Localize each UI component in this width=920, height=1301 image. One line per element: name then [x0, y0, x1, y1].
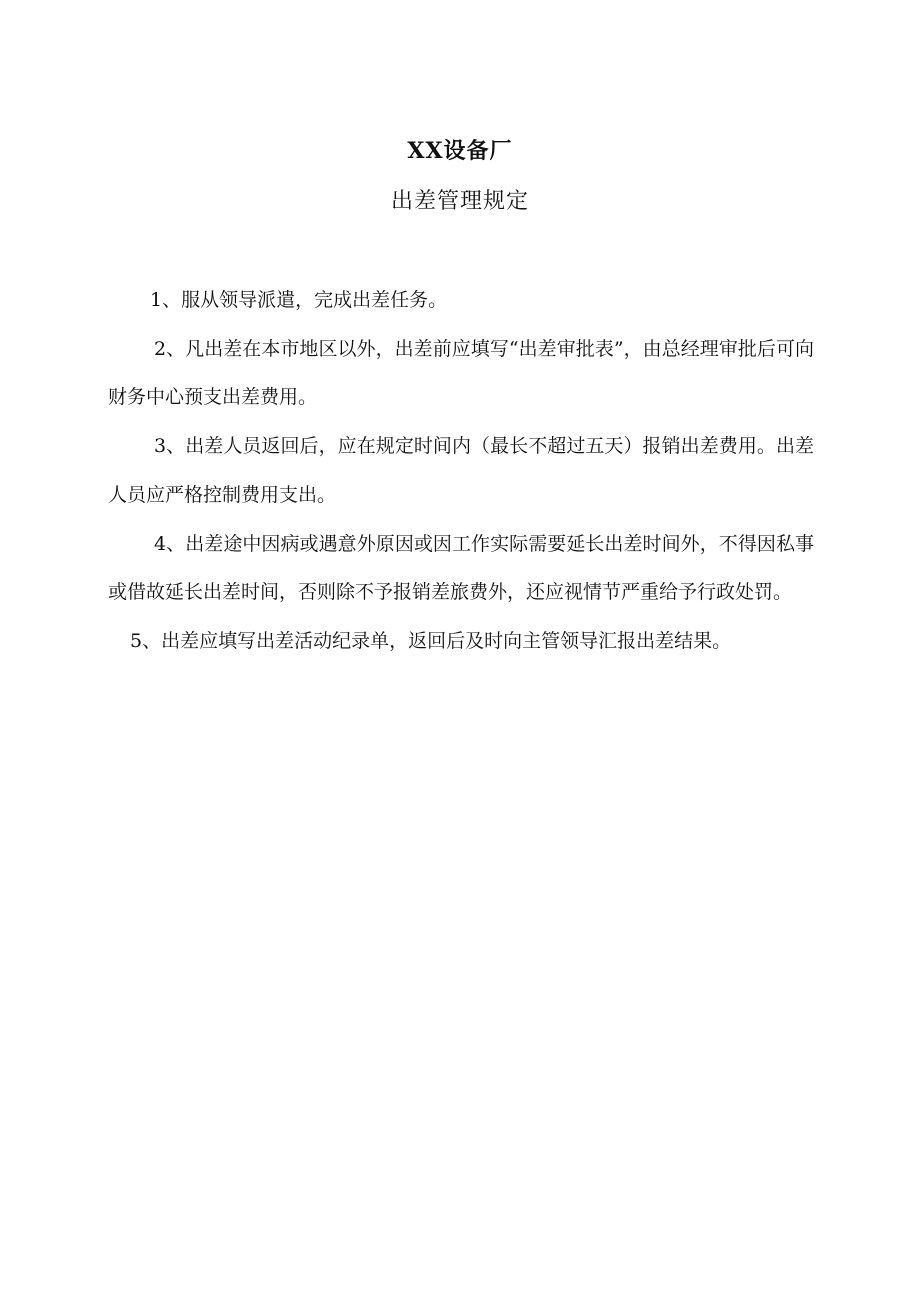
document-title: 出差管理规定 [390, 189, 529, 214]
company-name: XX设备厂 [407, 138, 513, 164]
regulation-item-5: 5、出差应填写出差活动纪录单，返回后及时向主管领导汇报出差结果。 [130, 629, 732, 652]
regulation-body [108, 276, 814, 666]
regulation-item-4: 4、出差途中因病或遇意外原因或因工作实际需要延长出差时间外，不得因私事或借故延长出差时间，否则除不予报销差旅费外，还应视情节严重给予行政处罚。 [108, 532, 814, 604]
regulation-item-3: 3、出差人员返回后，应在规定时间内（最长不超过五天）报销出差费用。出差人员应严格控制费用支出。 [108, 435, 814, 506]
regulation-item-2: 2、凡出差在本市地区以外，出差前应填写“出差审批表”，由总经理审批后可向财务中心预支出差费用。 [108, 337, 814, 409]
regulation-item-1: 1、服从领导派遣，完成出差任务。 [150, 289, 448, 311]
